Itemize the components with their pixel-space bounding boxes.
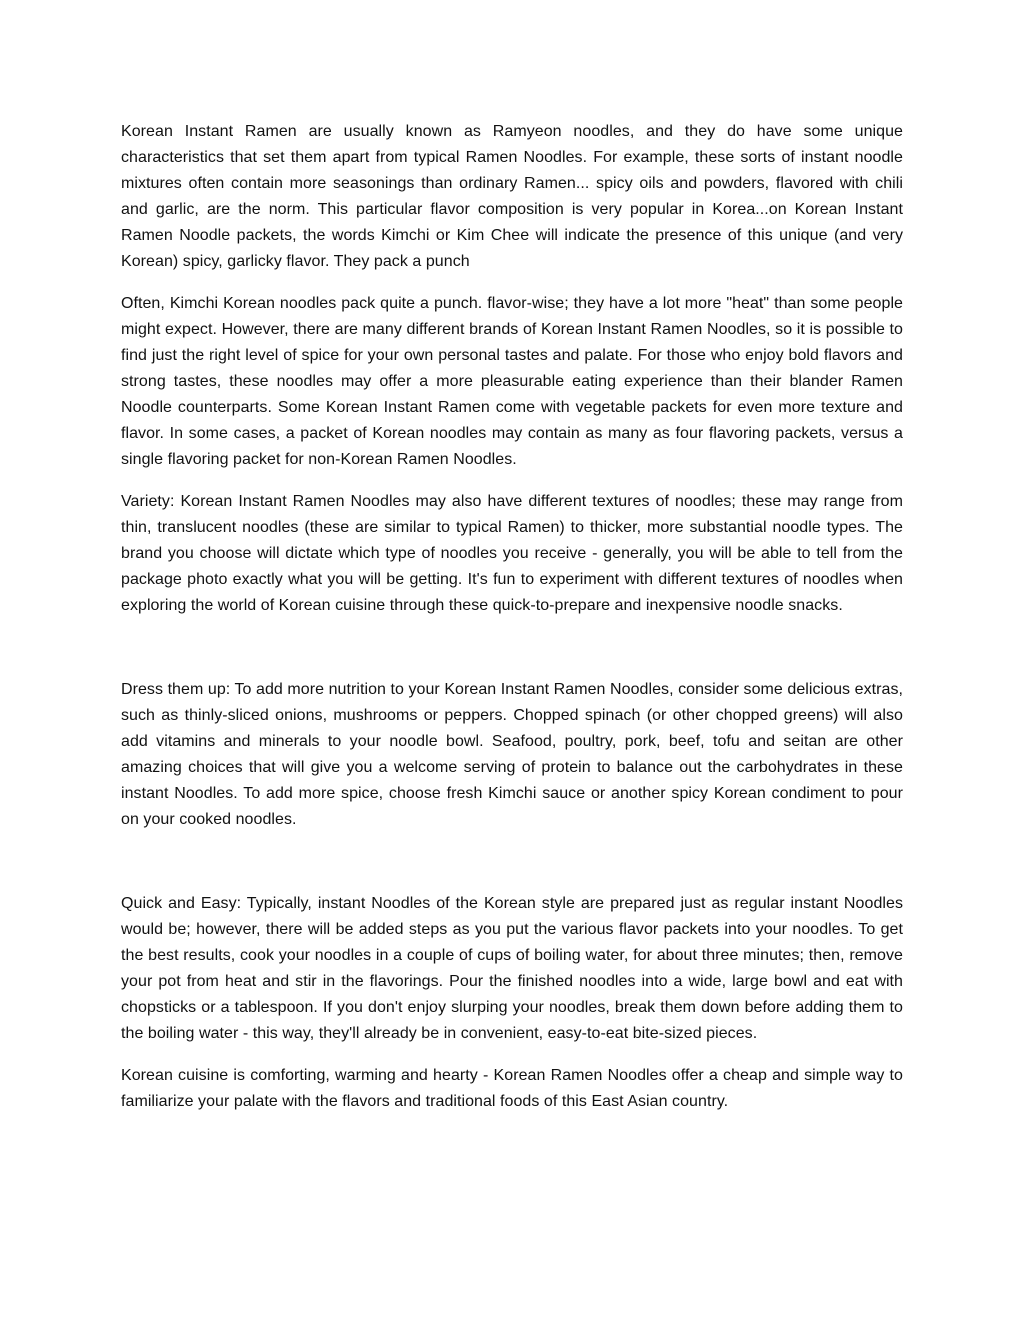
paragraph-ramyeon-intro: Korean Instant Ramen are usually known as Ramyeon noodles, and they do have some unique characteristics that set them apart from typical Ramen Noodles. For example, these sorts of instant noodle mixtures often contain more seasonings than ordinary Ramen... spicy oils and powders, flavored with chili and garlic, are the norm. This particular flavor composition is very popular in Korea...on Korean Instant Ramen Noodle packets, the words Kimchi or Kim Chee will indicate the presence of this unique (and very Korean) spicy, garlicky flavor. They pack a punch — [121, 123, 903, 270]
paragraph-spacer — [121, 275, 903, 291]
paragraph-spacer — [121, 473, 903, 489]
paragraph-spacer — [121, 1047, 903, 1063]
section-spacer — [121, 619, 903, 677]
paragraph-variety: Variety: Korean Instant Ramen Noodles may also have different textures of noodles; these may range from thin, translucent noodles (these are similar to typical Ramen) to thicker, more substantial noodle types. The brand you choose will dictate which type of noodles you receive - generally, you will be able to tell from the package photo exactly what you will be getting. It's fun to experiment with different textures of noodles when exploring the world of Korean cuisine through these quick-to-prepare and inexpensive noodle snacks. — [121, 493, 903, 614]
paragraph-conclusion: Korean cuisine is comforting, warming and hearty - Korean Ramen Noodles offer a cheap and simple way to familiarize your palate with the flavors and traditional foods of this East Asian country. — [121, 1067, 903, 1110]
paragraph-quick-and-easy: Quick and Easy: Typically, instant Noodles of the Korean style are prepared just as regular instant Noodles would be; however, there will be added steps as you put the various flavor packets into your noodles. To get the best results, cook your noodles in a couple of cups of boiling water, for about three minutes; then, remove your pot from heat and stir in the flavorings. Pour the finished noodles into a wide, large bowl and eat with chopsticks or a tablespoon. If you don't enjoy slurping your noodles, break them down before adding them to the boiling water - this way, they'll already be in convenient, easy-to-eat bite-sized pieces. — [121, 895, 903, 1042]
paragraph-dress-them-up: Dress them up: To add more nutrition to your Korean Instant Ramen Noodles, consider some delicious extras, such as thinly-sliced onions, mushrooms or peppers. Chopped spinach (or other chopped greens) will also add vitamins and minerals to your noodle bowl. Seafood, poultry, pork, beef, tofu and seitan are other amazing choices that will give you a welcome serving of protein to balance out the carbohydrates in these instant Noodles. To add more spice, choose fresh Kimchi sauce or another spicy Korean condiment to pour on your cooked noodles. — [121, 681, 903, 828]
document-body — [121, 119, 903, 1115]
paragraph-kimchi-heat: Often, Kimchi Korean noodles pack quite a punch. flavor-wise; they have a lot more "heat" than some people might expect. However, there are many different brands of Korean Instant Ramen Noodles, so it is possible to find just the right level of spice for your own personal tastes and palate. For those who enjoy bold flavors and strong tastes, these noodles may offer a more pleasurable eating experience than their blander Ramen Noodle counterparts. Some Korean Instant Ramen come with vegetable packets for even more texture and flavor. In some cases, a packet of Korean noodles may contain as many as four flavoring packets, versus a single flavoring packet for non-Korean Ramen Noodles. — [121, 295, 903, 468]
section-spacer — [121, 833, 903, 891]
